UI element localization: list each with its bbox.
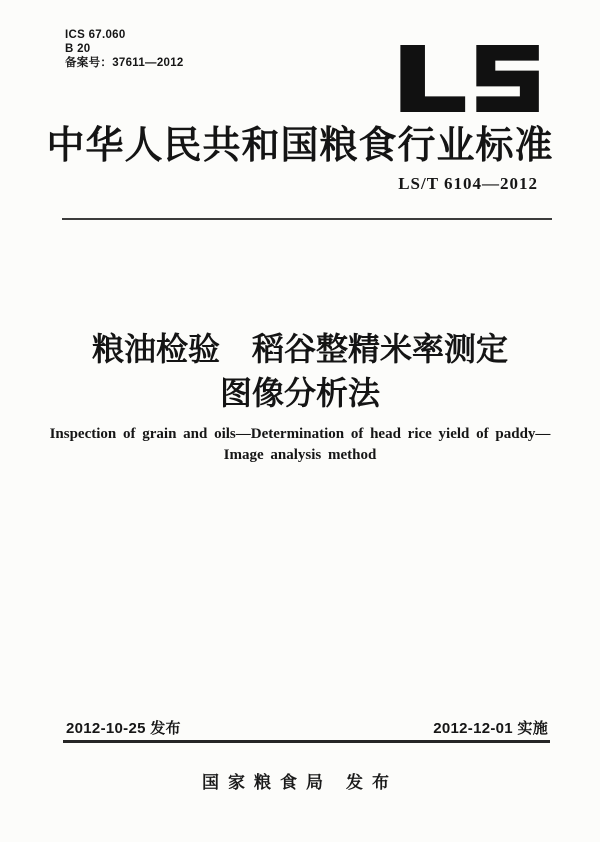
ics-code: ICS 67.060 bbox=[65, 29, 126, 41]
publish-label: 发布 bbox=[346, 773, 398, 792]
dates-row bbox=[66, 717, 548, 738]
header-divider-line bbox=[62, 218, 552, 220]
publisher-name: 国家粮食局 bbox=[202, 773, 332, 792]
publisher-line bbox=[0, 768, 600, 793]
classification-block bbox=[65, 28, 184, 70]
ls-logo-text bbox=[397, 112, 398, 113]
document-title-en bbox=[0, 424, 600, 466]
ls-logo-icon bbox=[397, 45, 540, 112]
document-title-en-line1: Inspection of grain and oils—Determination of head rice yield of paddy— bbox=[49, 426, 551, 442]
implement-date: 2012-12-01 实施 bbox=[433, 720, 548, 737]
page-title: 中华人民共和国粮食行业标准 bbox=[46, 125, 554, 167]
document-title-en-line2: Image analysis method bbox=[223, 447, 377, 463]
document-title-cn bbox=[0, 327, 600, 415]
standard-number: LS/T 6104—2012 bbox=[398, 174, 538, 193]
class-code: B 20 bbox=[65, 43, 91, 55]
record-number: 备案号：37611—2012 bbox=[65, 57, 184, 69]
document-title-cn-line1: 粮油检验 稻谷整精米率测定 bbox=[91, 331, 508, 367]
issue-date: 2012-10-25 发布 bbox=[66, 720, 181, 737]
footer-divider-line bbox=[63, 740, 550, 743]
document-title-cn-line2: 图像分析法 bbox=[219, 375, 380, 411]
